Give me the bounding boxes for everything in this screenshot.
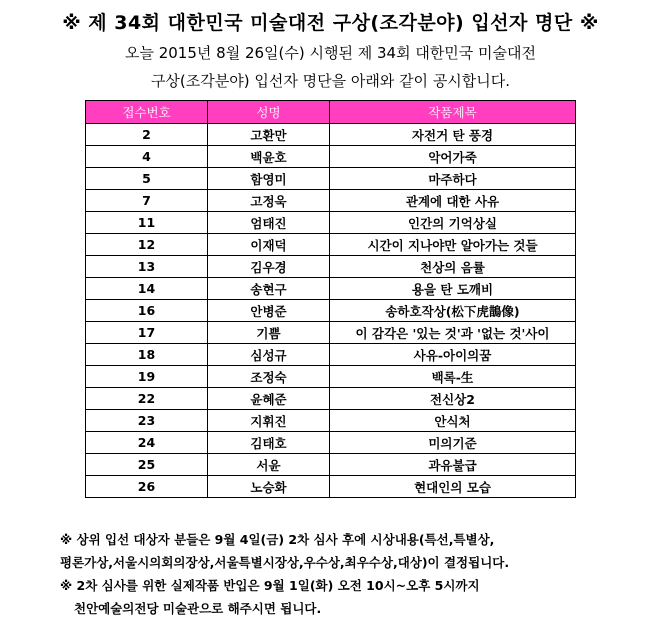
note-line-2: 평론가상,서울시의회의장상,서울특별시장상,우수상,최우수상,대상)이 결정됩니다. <box>60 555 510 570</box>
cell-name: 엄태진 <box>208 212 330 234</box>
header-work-title: 작품제목 <box>330 101 576 124</box>
cell-name: 송현구 <box>208 278 330 300</box>
intro-line-2: 구상(조각분야) 입선자 명단을 아래와 같이 공시합니다. <box>150 72 511 90</box>
cell-receipt-number: 26 <box>86 476 208 498</box>
table-row <box>86 168 576 190</box>
cell-receipt-number: 18 <box>86 344 208 366</box>
cell-work-title: 미의기준 <box>330 432 576 454</box>
cell-work-title: 송하호작상(松下虎鵲像) <box>330 300 576 322</box>
cell-name: 이재덕 <box>208 234 330 256</box>
table-row <box>86 476 576 498</box>
table-row <box>86 146 576 168</box>
table-header-row <box>86 101 576 124</box>
cell-receipt-number: 13 <box>86 256 208 278</box>
cell-name: 함영미 <box>208 168 330 190</box>
cell-work-title: 백록-生 <box>330 366 576 388</box>
table-row <box>86 344 576 366</box>
header-receipt-number: 접수번호 <box>86 101 208 124</box>
table-row <box>86 234 576 256</box>
table-row <box>86 300 576 322</box>
cell-work-title: 과유불급 <box>330 454 576 476</box>
cell-name: 고정욱 <box>208 190 330 212</box>
cell-work-title: 천상의 음률 <box>330 256 576 278</box>
document-title: ※ 제 34회 대한민국 미술대전 구상(조각분야) 입선자 명단 ※ <box>62 12 599 34</box>
cell-work-title: 용을 탄 도깨비 <box>330 278 576 300</box>
note-line-1: ※ 상위 입선 대상자 분들은 9월 4일(금) 2차 심사 후에 시상내용(특선,특별상, <box>60 532 495 547</box>
winners-table <box>85 100 576 498</box>
cell-receipt-number: 5 <box>86 168 208 190</box>
note-line-3: ※ 2차 심사를 위한 실제작품 반입은 9월 1일(화) 오전 10시~오후 5시까지 <box>60 578 480 593</box>
cell-work-title: 이 감각은 '있는 것'과 '없는 것'사이 <box>330 322 576 344</box>
cell-receipt-number: 2 <box>86 124 208 146</box>
cell-receipt-number: 24 <box>86 432 208 454</box>
cell-work-title: 시간이 지나야만 알아가는 것들 <box>330 234 576 256</box>
cell-receipt-number: 7 <box>86 190 208 212</box>
cell-receipt-number: 12 <box>86 234 208 256</box>
cell-work-title: 사유-아이의꿈 <box>330 344 576 366</box>
table-row <box>86 278 576 300</box>
table-row <box>86 322 576 344</box>
table-row <box>86 432 576 454</box>
cell-work-title: 현대인의 모습 <box>330 476 576 498</box>
cell-name: 안병준 <box>208 300 330 322</box>
cell-receipt-number: 14 <box>86 278 208 300</box>
header-name: 성명 <box>208 101 330 124</box>
table-row <box>86 212 576 234</box>
table-row <box>86 454 576 476</box>
cell-work-title: 자전거 탄 풍경 <box>330 124 576 146</box>
cell-name: 서윤 <box>208 454 330 476</box>
cell-receipt-number: 17 <box>86 322 208 344</box>
cell-work-title: 전신상2 <box>330 388 576 410</box>
table-row <box>86 256 576 278</box>
cell-work-title: 마주하다 <box>330 168 576 190</box>
cell-work-title: 안식처 <box>330 410 576 432</box>
cell-name: 기쁨 <box>208 322 330 344</box>
cell-name: 지휘진 <box>208 410 330 432</box>
cell-receipt-number: 16 <box>86 300 208 322</box>
intro-line-1: 오늘 2015년 8월 26일(수) 시행된 제 34회 대한민국 미술대전 <box>124 44 537 62</box>
cell-receipt-number: 4 <box>86 146 208 168</box>
cell-name: 고환만 <box>208 124 330 146</box>
cell-name: 조정숙 <box>208 366 330 388</box>
cell-receipt-number: 23 <box>86 410 208 432</box>
cell-name: 김태호 <box>208 432 330 454</box>
cell-work-title: 인간의 기억상실 <box>330 212 576 234</box>
cell-name: 윤혜준 <box>208 388 330 410</box>
cell-work-title: 관계에 대한 사유 <box>330 190 576 212</box>
cell-name: 노승화 <box>208 476 330 498</box>
table-row <box>86 410 576 432</box>
table-row <box>86 190 576 212</box>
cell-work-title: 악어가죽 <box>330 146 576 168</box>
cell-receipt-number: 25 <box>86 454 208 476</box>
table-row <box>86 388 576 410</box>
cell-name: 백윤호 <box>208 146 330 168</box>
cell-name: 김우경 <box>208 256 330 278</box>
cell-receipt-number: 22 <box>86 388 208 410</box>
cell-name: 심성규 <box>208 344 330 366</box>
note-line-4: 천안예술의전당 미술관으로 해주시면 됩니다. <box>74 601 322 616</box>
table-row <box>86 366 576 388</box>
table-row <box>86 124 576 146</box>
cell-receipt-number: 19 <box>86 366 208 388</box>
cell-receipt-number: 11 <box>86 212 208 234</box>
